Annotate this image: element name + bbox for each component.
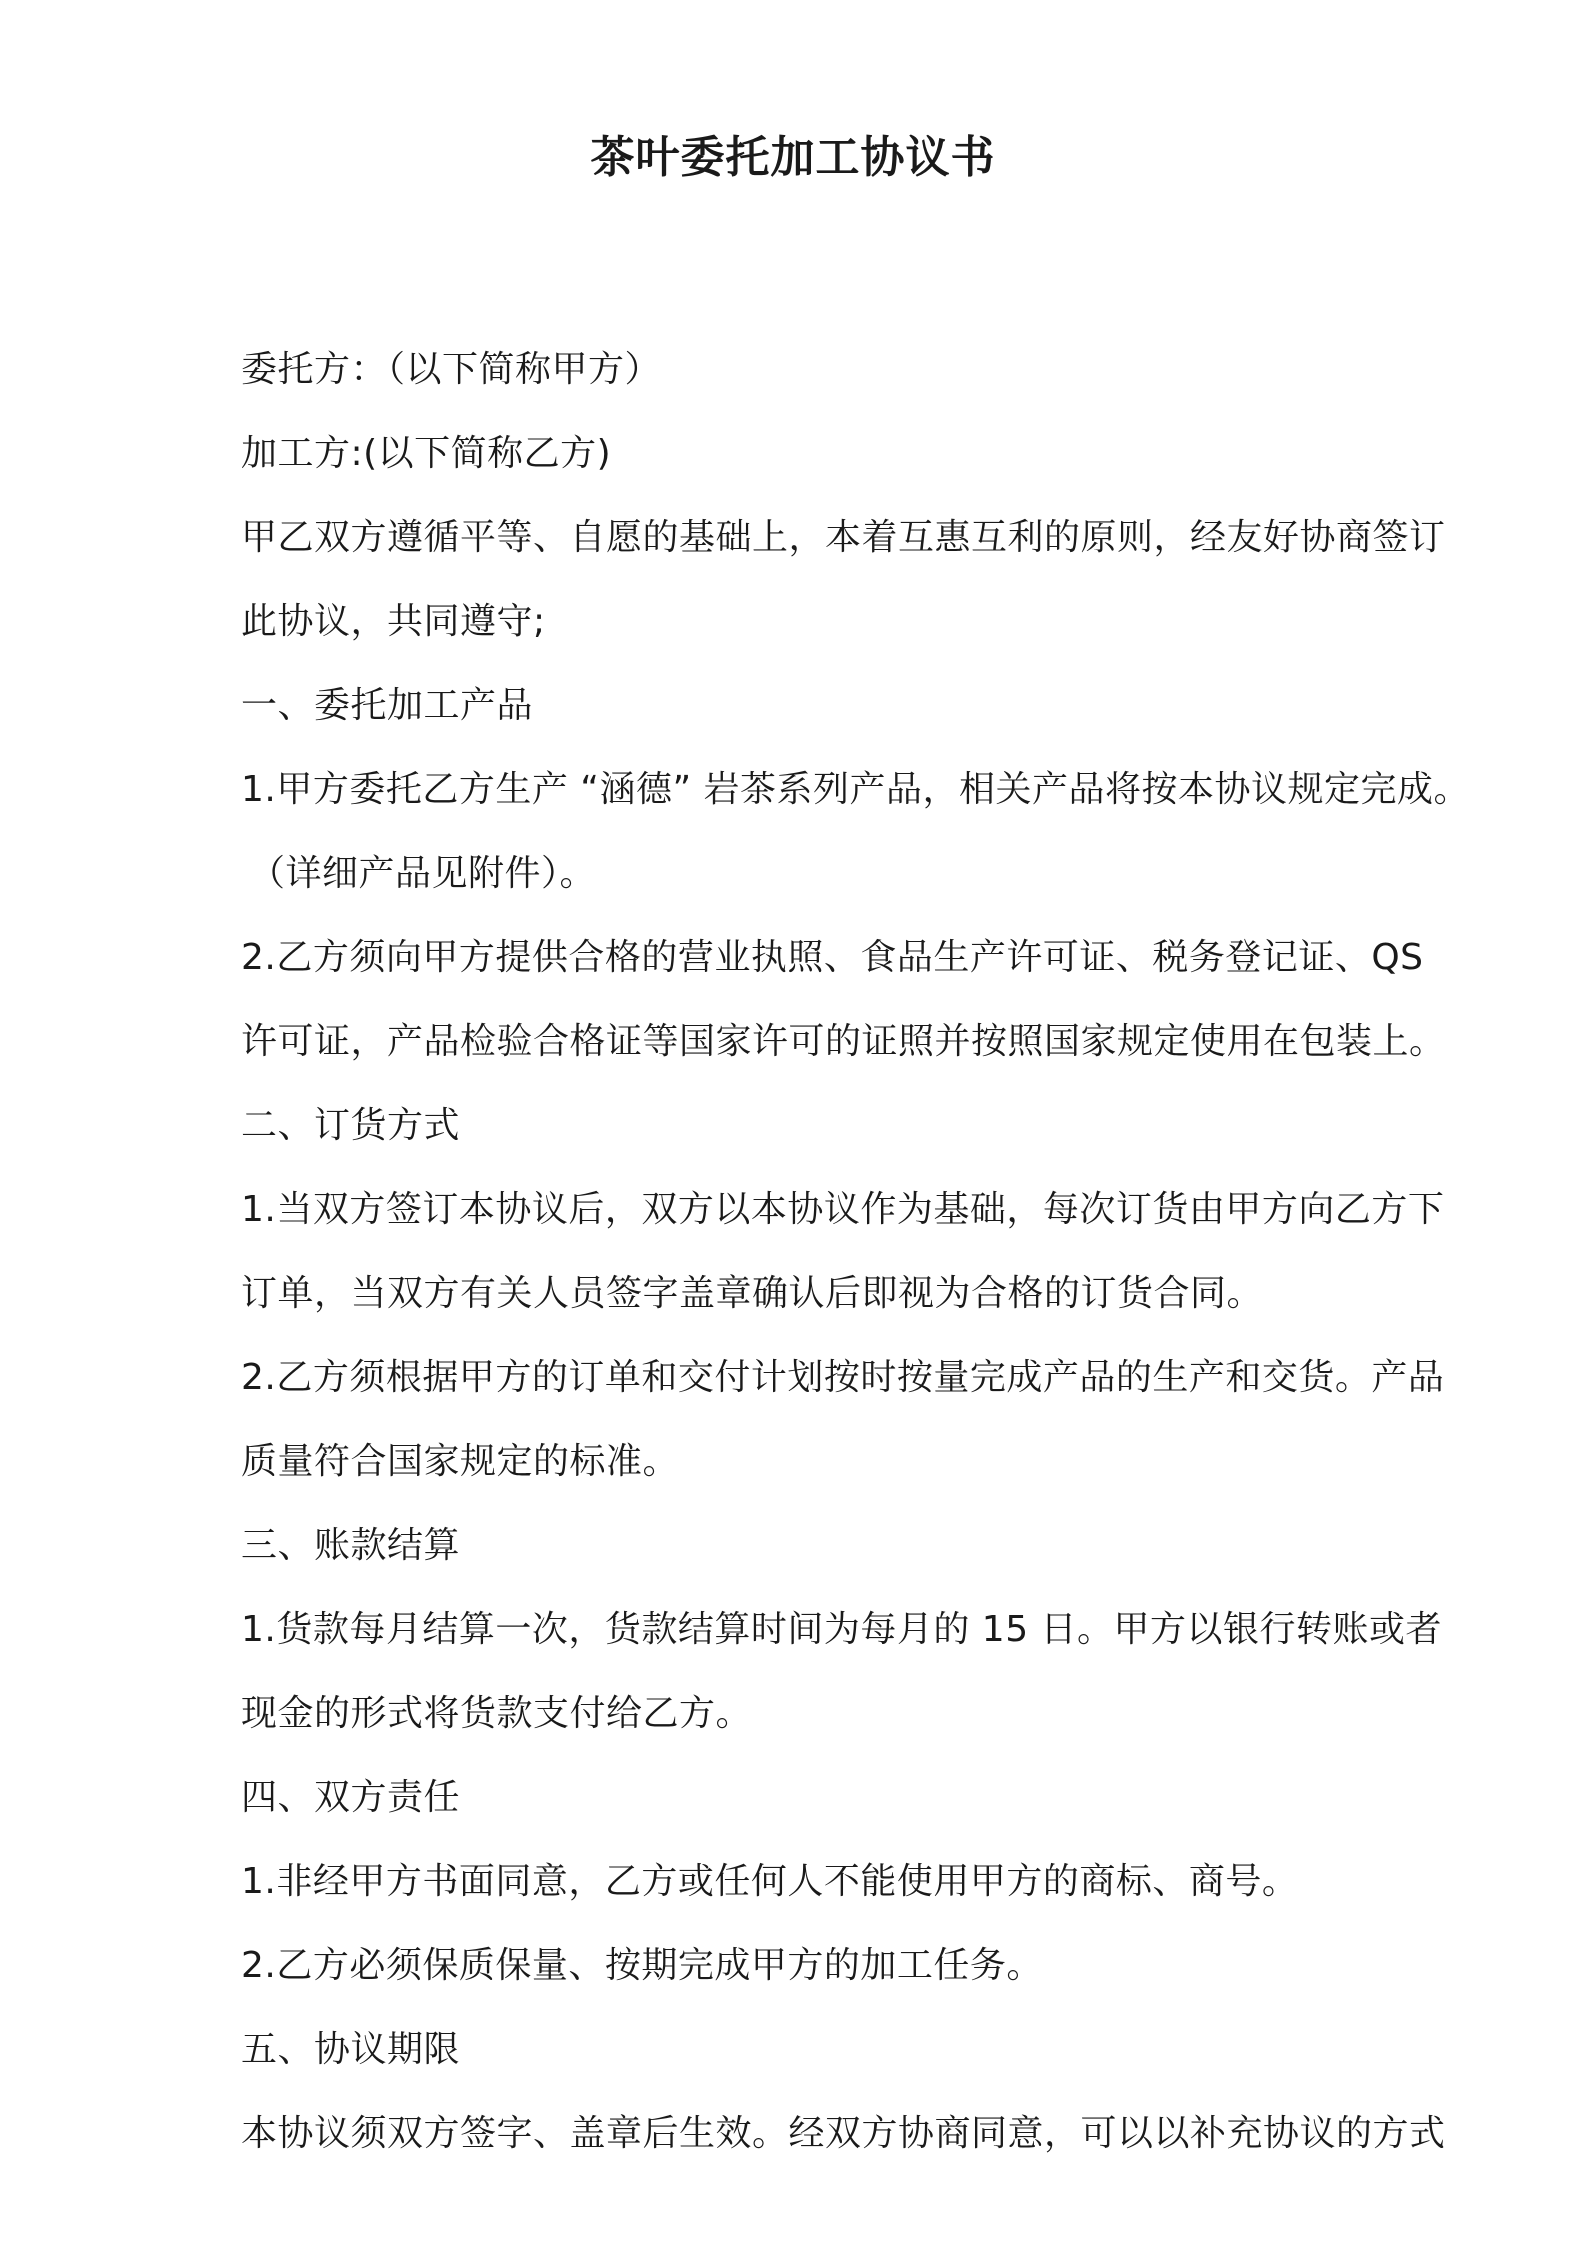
paragraph-line: 现金的形式将货款支付给乙方。 [241,1693,753,1734]
paragraph-line: （详细产品见附件）。 [249,853,597,894]
paragraph-line: 甲乙双方遵循平等、自愿的基础上，本着互惠互利的原则，经友好协商签订 [241,517,1446,558]
paragraph-line: 1.当双方签订本协议后，双方以本协议作为基础，每次订货由甲方向乙方下 [241,1189,1445,1230]
paragraph-line: 2.乙方必须保质保量、按期完成甲方的加工任务。 [241,1945,1043,1986]
section-heading-5: 五、协议期限 [241,2029,461,2070]
section-heading-4: 四、双方责任 [241,1777,461,1818]
paragraph-line: 许可证，产品检验合格证等国家许可的证照并按照国家规定使用在包装上。 [241,1021,1446,1062]
paragraph-line: 2.乙方须根据甲方的订单和交付计划按时按量完成产品的生产和交货。产品 [241,1357,1445,1398]
paragraph-line: 此协议，共同遵守; [241,601,546,642]
paragraph-line: 本协议须双方签字、盖章后生效。经双方协商同意，可以以补充协议的方式 [241,2113,1446,2154]
paragraph-line: 1.非经甲方书面同意，乙方或任何人不能使用甲方的商标、商号。 [241,1861,1299,1902]
paragraph-line: 1.甲方委托乙方生产 “涵德” 岩茶系列产品，相关产品将按本协议规定完成。 [241,769,1471,810]
document-title: 茶叶委托加工协议书 [590,132,996,183]
section-heading-1: 一、委托加工产品 [241,685,534,726]
paragraph-line: 订单，当双方有关人员签字盖章确认后即视为合格的订货合同。 [241,1273,1264,1314]
section-heading-2: 二、订货方式 [241,1105,461,1146]
party-b-line: 加工方:(以下简称乙方) [241,433,612,474]
section-heading-3: 三、账款结算 [241,1525,461,1566]
party-a-line: 委托方：（以下简称甲方） [241,349,662,390]
paragraph-line: 质量符合国家规定的标准。 [241,1441,680,1482]
paragraph-line: 2.乙方须向甲方提供合格的营业执照、食品生产许可证、税务登记证、QS [241,937,1424,978]
document-body [241,328,1481,2176]
paragraph-line: 1.货款每月结算一次，货款结算时间为每月的 15 日。甲方以银行转账或者 [241,1609,1443,1650]
